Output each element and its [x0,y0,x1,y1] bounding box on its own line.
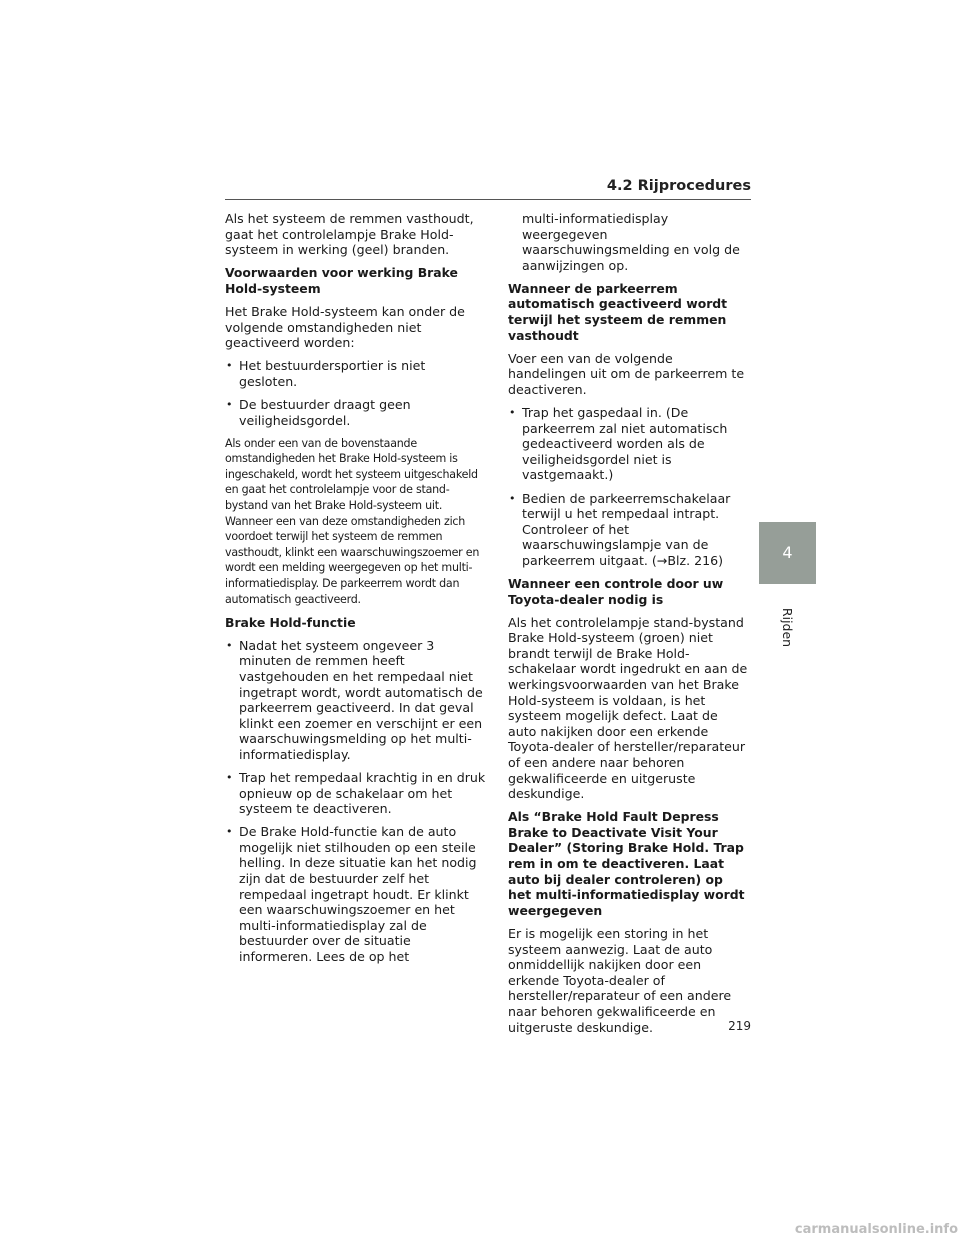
bullet-list [225,358,487,428]
paragraph: Het Brake Hold-systeem kan onder de volgende omstandigheden niet geactiveerd worden: [225,303,465,351]
continued-list-text: multi-informatiedisplay weergegeven waarschuwingsmelding en volg de aanwijzingen op. [522,211,740,273]
section-header: 4.2 Rijprocedures [606,178,751,194]
list-item: • De Brake Hold-functie kan de auto mogelijk niet stilhouden op een steile helling. In deze situatie kan het nodig zijn dat de bestuurder zelf het rempedaal ingetrapt houdt. Er klinkt een waarschuwingszoemer en het multi-informatiedisplay zal de bestuurder over de situatie informeren. Lees de op het [225,824,487,964]
list-item: • Bedien de parkeerremschakelaar terwijl u het rempedaal intrapt. Controleer of het waarschuwingslampje van de parkeerrem uitgaat. (→Blz. 216) [508,491,748,569]
subheading: Als “Brake Hold Fault Depress Brake to Deactivate Visit Your Dealer” (Storing Brake Hold. Trap rem in om te deactiveren. Laat auto bij dealer controleren) op het multi-informatiedisplay wordt weergegeven [508,809,745,918]
paragraph: Als het systeem de remmen vasthoudt, gaat het controlelampje Brake Hold-systeem in werking (geel) branden. [225,211,474,258]
chapter-tab: 4 [759,522,816,584]
subheading: Wanneer de parkeerrem automatisch geactiveerd wordt terwijl het systeem de remmen vasthoudt [508,280,728,343]
chapter-tab-label [759,600,816,655]
header-rule [225,199,751,200]
paragraph: Voer een van de volgende handelingen uit om de parkeerrem te deactiveren. [508,350,745,397]
note-paragraph: Als onder een van de bovenstaande omstandigheden het Brake Hold-systeem is ingeschakeld, wordt het systeem uitgeschakeld en gaat het controlelampje voor de stand-bystand van het Brake Hold-systeem uit. Wanneer een van deze omstandigheden zich voordoet terwijl het systeem de remmen vasthoudt, klinkt een waarschuwingszoemer en wordt een melding weergegeven op het multi-informatiedisplay. De parkeerrem wordt dan automatisch geactiveerd. [225,436,480,606]
paragraph: Er is mogelijk een storing in het systeem aanwezig. Laat de auto onmiddellijk nakijken door een erkende Toyota-dealer of hersteller/reparateur of een andere naar behoren gekwalificeerde en uitgeruste deskundige. [508,925,732,1035]
subheading: Wanneer een controle door uw Toyota-dealer nodig is [508,575,724,607]
right-column [508,211,748,1043]
page-number: 219 [728,1019,751,1033]
list-item: • Trap het rempedaal krachtig in en druk opnieuw op de schakelaar om het systeem te deactiveren. [225,770,487,817]
chapter-label-text: Rijden [780,607,795,648]
watermark: carmanualsonline.info [794,1222,958,1237]
paragraph: Als het controlelampje stand-bystand Brake Hold-systeem (groen) niet brandt terwijl de Brake Hold-schakelaar wordt ingedrukt en aan de werkingsvoorwaarden van het Brake Hold-systeem is voldaan, is het systeem mogelijk defect. Laat de auto nakijken door een erkende Toyota-dealer of hersteller/reparateur of een andere naar behoren gekwalificeerde en uitgeruste deskundige. [508,614,748,802]
left-column [225,211,487,972]
list-item: • Trap het gaspedaal in. (De parkeerrem zal niet automatisch gedeactiveerd worden als de veiligheidsgordel niet is vastgemaakt.) [508,405,748,483]
list-item: • Nadat het systeem ongeveer 3 minuten de remmen heeft vastgehouden en het rempedaal niet ingetrapt wordt, wordt automatisch de parkeerrem geactiveerd. In dat geval klinkt een zoemer en verschijnt er een waarschuwingsmelding op het multi-informatiedisplay. [225,638,487,763]
bullet-list [225,638,487,965]
subheading: Voorwaarden voor werking Brake Hold-systeem [225,265,458,296]
bullet-list [508,405,748,568]
list-item: • De bestuurder draagt geen veiligheidsgordel. [225,397,487,428]
subheading: Brake Hold-functie [225,614,356,630]
list-item: • Het bestuurdersportier is niet gesloten. [225,358,487,389]
